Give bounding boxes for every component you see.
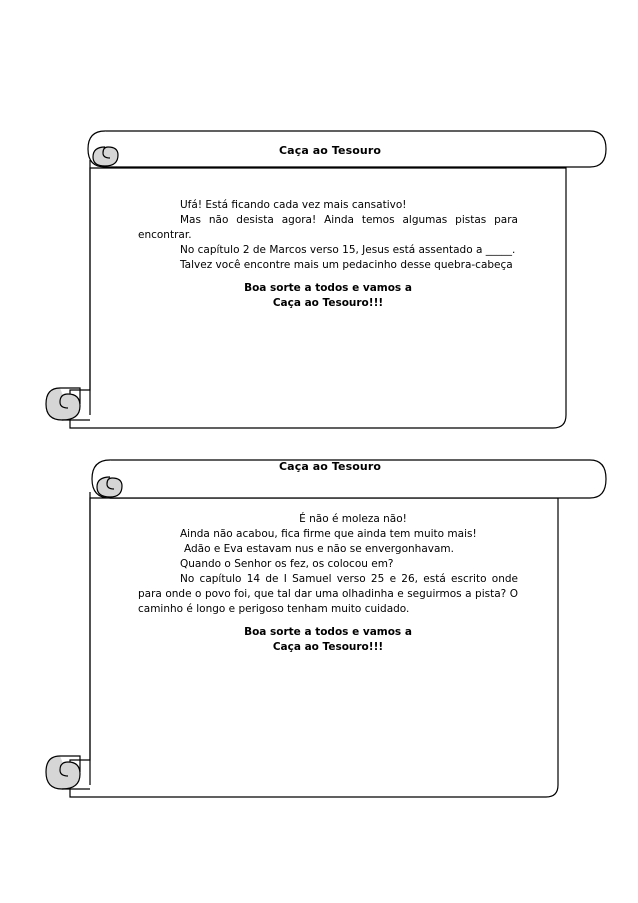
closing-line: Caça ao Tesouro!!! bbox=[272, 641, 384, 653]
scroll-line: Quando o Senhor os fez, os colocou em? bbox=[180, 558, 394, 570]
scroll-body bbox=[138, 512, 518, 655]
scroll-closing bbox=[138, 625, 518, 655]
scroll-line: Talvez você encontre mais um pedacinho desse quebra-cabeça bbox=[180, 259, 513, 271]
scroll-body bbox=[138, 198, 518, 311]
scroll-closing bbox=[138, 281, 518, 311]
closing-line: Boa sorte a todos e vamos a bbox=[244, 626, 412, 638]
closing-line: Caça ao Tesouro!!! bbox=[272, 297, 384, 309]
scroll-line: Ufá! Está ficando cada vez mais cansativo! bbox=[180, 199, 407, 211]
scroll-line: Ainda não acabou, fica firme que ainda tem muito mais! bbox=[180, 528, 477, 540]
scroll-title: Caça ao Tesouro bbox=[279, 460, 381, 473]
scroll-line: No capítulo 14 de I Samuel verso 25 e 26, está escrito onde para onde o povo foi, que tal dar uma olhadinha e seguirmos a pista? O caminho é longo e perigoso tenham muito cuidado. bbox=[138, 573, 518, 615]
treasure-scroll-2 bbox=[0, 452, 638, 802]
scroll-title: Caça ao Tesouro bbox=[279, 144, 381, 157]
scroll-heading: É não é moleza não! bbox=[299, 513, 407, 525]
scroll-line: Adão e Eva estavam nus e não se envergonhavam. bbox=[184, 543, 454, 555]
scroll-line: No capítulo 2 de Marcos verso 15, Jesus está assentado a _____. bbox=[180, 244, 516, 256]
closing-line: Boa sorte a todos e vamos a bbox=[244, 282, 412, 294]
treasure-scroll-1 bbox=[0, 0, 638, 440]
scroll-line: Mas não desista agora! Ainda temos algumas pistas para encontrar. bbox=[138, 214, 518, 241]
